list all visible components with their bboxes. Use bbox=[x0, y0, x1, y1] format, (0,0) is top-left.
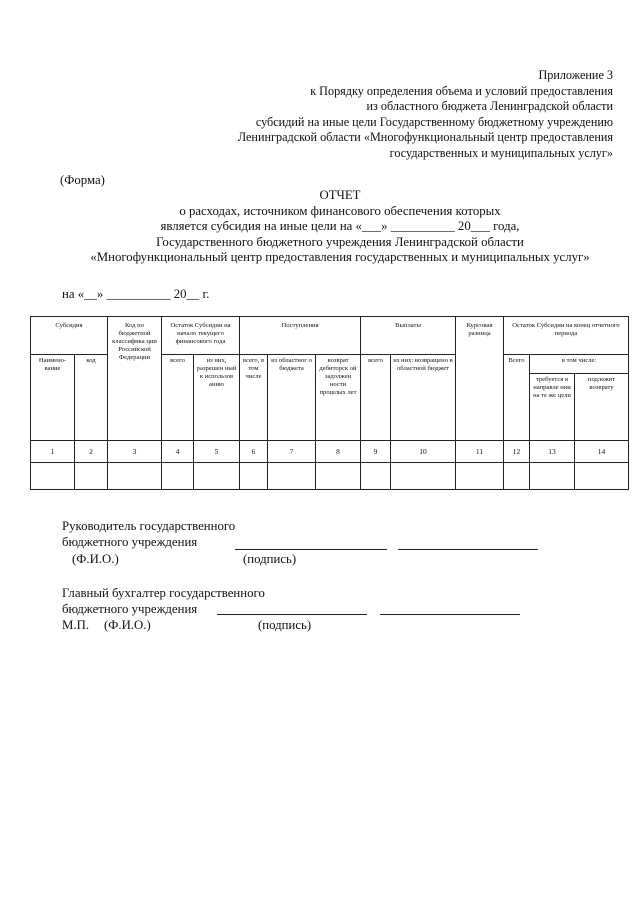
table-cell[interactable] bbox=[75, 463, 108, 490]
annex-line: государственных и муниципальных услуг» bbox=[389, 145, 613, 160]
annex-header bbox=[53, 68, 613, 162]
annex-line: субсидий на иные цели Государственному бюджетному учреждению bbox=[255, 114, 613, 129]
table-cell[interactable] bbox=[391, 463, 456, 490]
head-title-line1: Руководитель государственного bbox=[62, 519, 236, 533]
column-number: 11 bbox=[456, 441, 504, 463]
table-cell[interactable] bbox=[456, 463, 504, 490]
table-cell[interactable] bbox=[361, 463, 391, 490]
col-regional-budget: из областног о бюджета bbox=[268, 355, 316, 441]
accountant-fio-caption: (Ф.И.О.) bbox=[104, 618, 151, 632]
table-cell[interactable] bbox=[194, 463, 240, 490]
annex-line: из областного бюджета Ленинградской области bbox=[366, 99, 613, 114]
col-name: Наимено- вание bbox=[31, 355, 75, 441]
col-receipts: Поступления bbox=[240, 317, 361, 355]
head-fio-field[interactable] bbox=[235, 549, 387, 550]
accountant-signature-caption: (подпись) bbox=[258, 618, 312, 632]
col-allowed-use: из них, разрешен ный к использов анию bbox=[194, 355, 240, 441]
column-number: 7 bbox=[268, 441, 316, 463]
annex-line: к Порядку определения объема и условий предоставления bbox=[310, 83, 613, 98]
column-number: 6 bbox=[240, 441, 268, 463]
table-row bbox=[31, 441, 629, 463]
title-line: является субсидия на иные цели на «___» __________ 20___ года, bbox=[160, 219, 520, 233]
table-cell[interactable] bbox=[240, 463, 268, 490]
annex-line: Приложение 3 bbox=[538, 68, 613, 82]
col-balance-end: Остаток Субсидии на конец отчетного периода bbox=[504, 317, 629, 355]
table-cell[interactable] bbox=[268, 463, 316, 490]
head-signature-caption: (подпись) bbox=[243, 552, 297, 566]
col-code: код bbox=[75, 355, 108, 441]
column-number: 14 bbox=[575, 441, 629, 463]
title-line: Государственного бюджетного учреждения Ленинградской области bbox=[156, 234, 524, 249]
table-cell[interactable] bbox=[504, 463, 530, 490]
table-cell[interactable] bbox=[162, 463, 194, 490]
column-number: 3 bbox=[108, 441, 162, 463]
accountant-title-line1: Главный бухгалтер государственного bbox=[62, 586, 265, 600]
table-cell[interactable] bbox=[31, 463, 75, 490]
column-number: 1 bbox=[31, 441, 75, 463]
annex-line: Ленинградской области «Многофункциональный центр предоставления bbox=[237, 130, 613, 145]
col-total: всего bbox=[162, 355, 194, 441]
form-label: (Форма) bbox=[60, 173, 105, 187]
report-table bbox=[30, 316, 629, 490]
col-to-return: подлежит возврату bbox=[575, 374, 629, 441]
report-date-line: на «__» __________ 20__ г. bbox=[62, 287, 210, 301]
column-number: 2 bbox=[75, 441, 108, 463]
table-header-row bbox=[31, 317, 629, 355]
col-including: в том числе: bbox=[530, 355, 629, 374]
title-line: о расходах, источником финансового обеспечения которых bbox=[179, 203, 501, 218]
col-needed-same-purpose: требуется в направле нии на те же цели bbox=[530, 374, 575, 441]
table-cell[interactable] bbox=[575, 463, 629, 490]
column-number: 5 bbox=[194, 441, 240, 463]
head-title-line2: бюджетного учреждения bbox=[62, 535, 198, 549]
column-number: 10 bbox=[391, 441, 456, 463]
col-subsidy: Субсидия bbox=[31, 317, 108, 355]
col-returned: из них: возвращено в областной бюджет bbox=[391, 355, 456, 441]
head-fio-caption: (Ф.И.О.) bbox=[72, 552, 119, 566]
column-number: 9 bbox=[361, 441, 391, 463]
stamp-place-label: М.П. bbox=[62, 618, 90, 632]
head-signature-field[interactable] bbox=[398, 549, 538, 550]
accountant-fio-field[interactable] bbox=[217, 614, 367, 615]
table-cell[interactable] bbox=[316, 463, 361, 490]
column-number: 8 bbox=[316, 441, 361, 463]
accountant-signature-field[interactable] bbox=[380, 614, 520, 615]
col-fx-difference: Курсовая разница bbox=[456, 317, 504, 441]
column-number: 13 bbox=[530, 441, 575, 463]
col-balance-start: Остаток Субсидии на начало текущего финансового года bbox=[162, 317, 240, 355]
col-total: Всего bbox=[504, 355, 530, 441]
report-title bbox=[40, 188, 640, 266]
col-debt-return: возврат дебиторск ой задолжен ности прошлых лет bbox=[316, 355, 361, 441]
table-cell[interactable] bbox=[530, 463, 575, 490]
col-budget-code: Код по бюджетной классифика ции Российской Федерации bbox=[108, 317, 162, 441]
column-number: 12 bbox=[504, 441, 530, 463]
col-total: всего bbox=[361, 355, 391, 441]
report-heading: ОТЧЕТ bbox=[319, 188, 361, 202]
table-cell[interactable] bbox=[108, 463, 162, 490]
table-row bbox=[31, 463, 629, 490]
title-line: «Многофункциональный центр предоставления государственных и муниципальных услуг» bbox=[90, 250, 590, 264]
col-total-incl: всего, в том числе bbox=[240, 355, 268, 441]
accountant-title-line2: бюджетного учреждения bbox=[62, 602, 198, 616]
column-number: 4 bbox=[162, 441, 194, 463]
col-payments: Выплаты bbox=[361, 317, 456, 355]
